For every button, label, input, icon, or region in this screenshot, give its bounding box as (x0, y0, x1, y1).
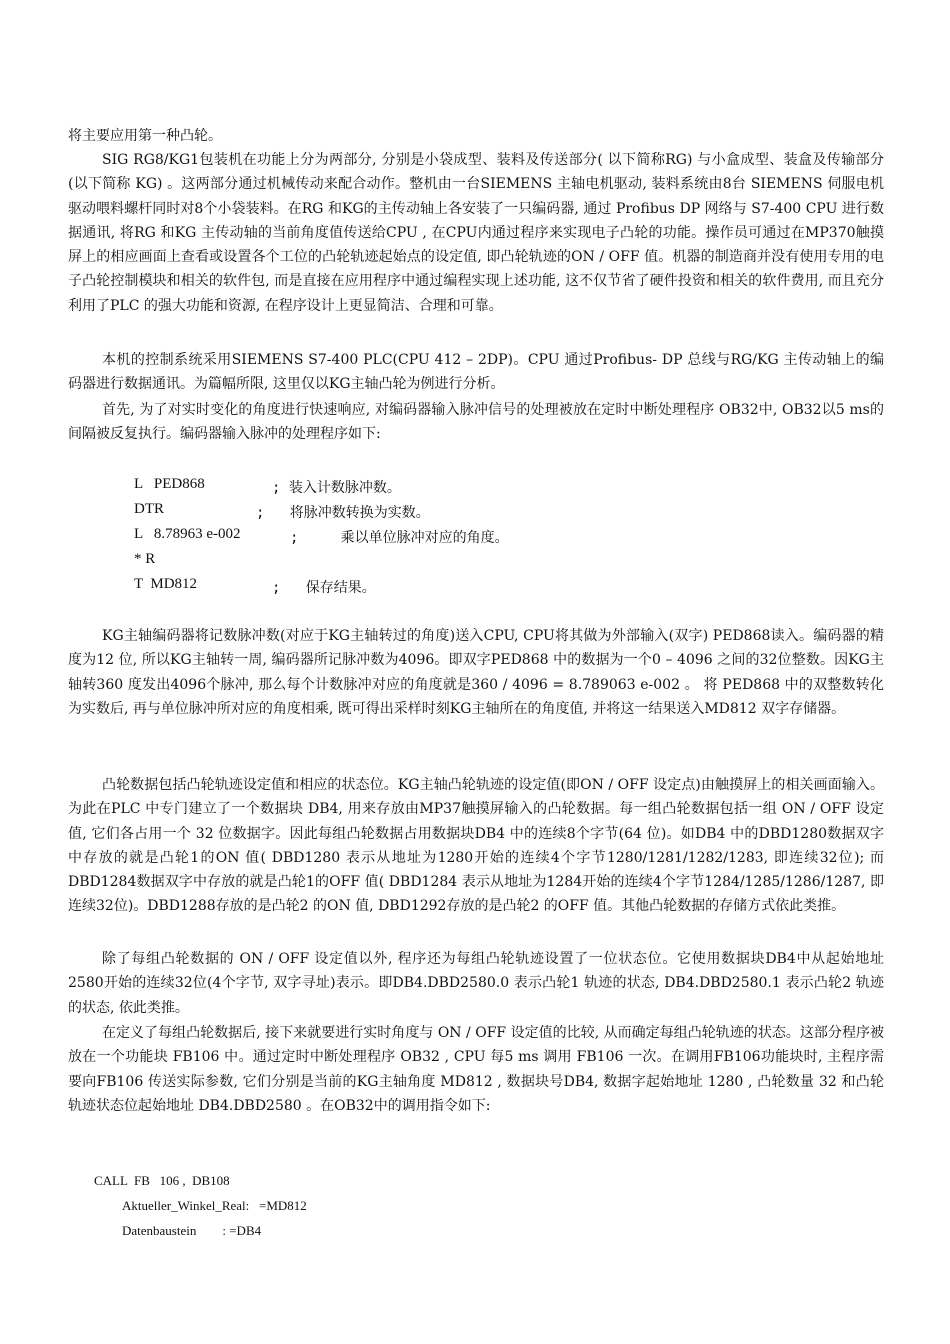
code-call-param: Datenbaustein : =DB4 (122, 1223, 262, 1238)
code-line-comment: ; 装入计数脉冲数。 (272, 480, 401, 496)
paragraph-7: 除了每组凸轮数据的 ON / OFF 设定值以外, 程序还为每组凸轮轨迹设置了一位状态位。它使用数据块DB4中从起始地址2580开始的连续32位(4个字节, 双字寻址)表示。即DB4.DBD2580.0 表示凸轮1 轨迹的状态, DB4.DBD2580.1 表示凸轮2 轨迹的状态, 依此类推。 (68, 951, 884, 1016)
code-call-line: CALL FB 106 , DB108 (94, 1173, 230, 1188)
code-line-instr: L PED868 (134, 476, 205, 492)
code-line-instr: L 8.78963 e-002 (134, 526, 241, 542)
code-call-param: Aktueller_Winkel_Real: =MD812 (122, 1198, 307, 1213)
paragraph-1: 将主要应用第一种凸轮。 (68, 128, 222, 144)
code-line-instr: T MD812 (134, 576, 198, 592)
code-block-encoder (134, 476, 634, 606)
code-line-comment: ; 乘以单位脉冲对应的角度。 (290, 530, 509, 546)
paragraph-4: 首先, 为了对实时变化的角度进行快速响应, 对编码器输入脉冲信号的处理被放在定时中断处理程序 OB32中, OB32以5 ms的间隔被反复执行。编码器输入脉冲的处理程序如下: (68, 402, 884, 443)
paragraph-8: 在定义了每组凸轮数据后, 接下来就要进行实时角度与 ON / OFF 设定值的比较, 从而确定每组凸轮轨迹的状态。这部分程序被放在一个功能块 FB106 中。通过定时中断处理程序 OB32 , CPU 每5 ms 调用 FB106 一次。在调用FB106功能块时, 主程序需要向FB106 传送实际参数, 它们分别是当前的KG主轴角度 MD812 , 数据块号DB4, 数据字起始地址 1280 , 凸轮数量 32 和凸轮轨迹状态位起始地址 DB4.DBD2580 。在OB32中的调用指令如下: (68, 1025, 884, 1114)
code-line-instr: * R (134, 551, 156, 567)
paragraph-6: 凸轮数据包括凸轮轨迹设定值和相应的状态位。KG主轴凸轮轨迹的设定值(即ON / OFF 设定点)由触摸屏上的相关画面输入。为此在PLC 中专门建立了一个数据块 DB4, 用来存放由MP37触摸屏输入的凸轮数据。每一组凸轮数据包括一组 ON / OFF 设定值, 它们各占用一个 32 位数据字。因此每组凸轮数据占用数据块DB4 中的连续8个字节(64 位)。如DB4 中的DBD1280数据双字中存放的就是凸轮1的ON 值( DBD1280 表示从地址为1280开始的连续4个字节1280/1281/1282/1283, 即连续32位); 而DBD1284数据双字中存放的就是凸轮1的OFF 值( DBD1284 表示从地址为1284开始的连续4个字节1284/1285/1286/1287, 即连续32位)。DBD1288存放的是凸轮2 的ON 值, DBD1292存放的是凸轮2 的OFF 值。其他凸轮数据的存储方式依此类推。 (68, 777, 884, 915)
paragraph-3: 本机的控制系统采用SIEMENS S7-400 PLC(CPU 412 – 2DP)。CPU 通过Profibus- DP 总线与RG/KG 主传动轴上的编码器进行数据通讯。为篇幅所限, 这里仅以KG主轴凸轮为例进行分析。 (68, 352, 884, 393)
paragraph-5: KG主轴编码器将记数脉冲数(对应于KG主轴转过的角度)送入CPU, CPU将其做为外部输入(双字) PED868读入。编码器的精度为12 位, 所以KG主轴转一周, 编码器所记脉冲数为4096。即双字PED868 中的数据为一个0 – 4096 之间的32位整数。因KG主轴转360 度发出4096个脉冲, 那么每个计数脉冲对应的角度就是360 / 4096 = 8.789063 e-002 。 将 PED868 中的双整数转化为实数后, 再与单位脉冲所对应的角度相乘, 既可得出采样时刻KG主轴所在的角度值, 并将这一结果送入MD812 双字存储器。 (68, 628, 884, 717)
code-line-instr: DTR (134, 501, 164, 517)
code-line-comment: ; 将脉冲数转换为实数。 (256, 505, 430, 521)
paragraph-2: SIG RG8/KG1包装机在功能上分为两部分, 分别是小袋成型、装料及传送部分( 以下简称RG) 与小盒成型、装盒及传输部分(以下简称 KG) 。这两部分通过机械传动来配合动作。整机由一台SIEMENS 主轴电机驱动, 装料系统由8台 SIEMENS 伺服电机驱动喂料螺杆同时对8个小袋装料。在RG 和KG的主传动轴上各安装了一只编码器, 通过 Profibus DP 网络与 S7-400 CPU 进行数据通讯, 将RG 和KG 主传动轴的当前角度值传送给CPU , 在CPU内通过程序来实现电子凸轮的功能。操作员可通过在MP370触摸屏上的相应画面上查看或设置各个工位的凸轮轨迹起始点的设定值, 即凸轮轨迹的ON / OFF 值。机器的制造商并没有使用专用的电子凸轮控制模块和相关的软件包, 而是直接在应用程序中通过编程实现上述功能, 这不仅节省了硬件投资和相关的软件费用, 而且充分利用了PLC 的强大功能和资源, 在程序设计上更显简洁、合理和可靠。 (68, 152, 884, 314)
code-line-comment: ; 保存结果。 (272, 580, 376, 596)
